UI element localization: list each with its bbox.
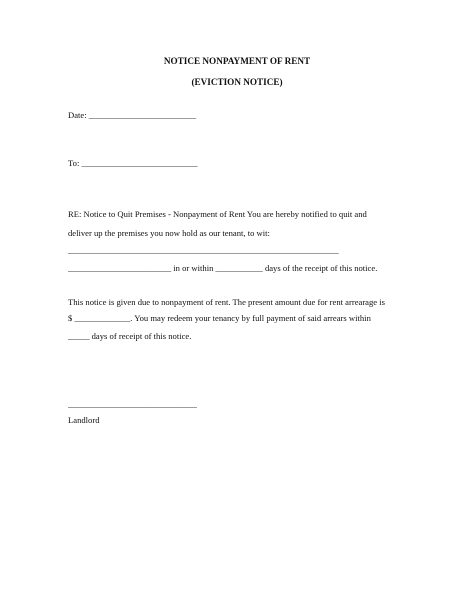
to-field: To: ___________________________ — [68, 158, 198, 168]
date-field: Date: _________________________ — [68, 110, 197, 120]
document-title: NOTICE NONPAYMENT OF RENT — [163, 56, 311, 66]
document-subtitle: (EVICTION NOTICE) — [191, 77, 283, 87]
quit-within-line: ________________________ in or within ___________ days of the receipt of this notice. — [68, 263, 378, 273]
premises-blank-line: _______________________________________________________________ — [68, 245, 339, 255]
re-paragraph-line-2: deliver up the premises you now hold as our tenant, to wit: — [68, 228, 270, 238]
re-paragraph-line-1: RE: Notice to Quit Premises - Nonpayment of Rent You are hereby notified to quit and — [68, 209, 367, 219]
notice-paragraph-line-1: This notice is given due to nonpayment of rent. The present amount due for rent arrearage is — [68, 297, 385, 307]
signature-line: ______________________________ — [68, 399, 197, 409]
notice-paragraph-line-2: $ _____________. You may redeem your tenancy by full payment of said arrears within — [68, 313, 371, 323]
notice-paragraph-line-3: _____ days of receipt of this notice. — [68, 331, 192, 341]
landlord-label: Landlord — [68, 415, 100, 425]
